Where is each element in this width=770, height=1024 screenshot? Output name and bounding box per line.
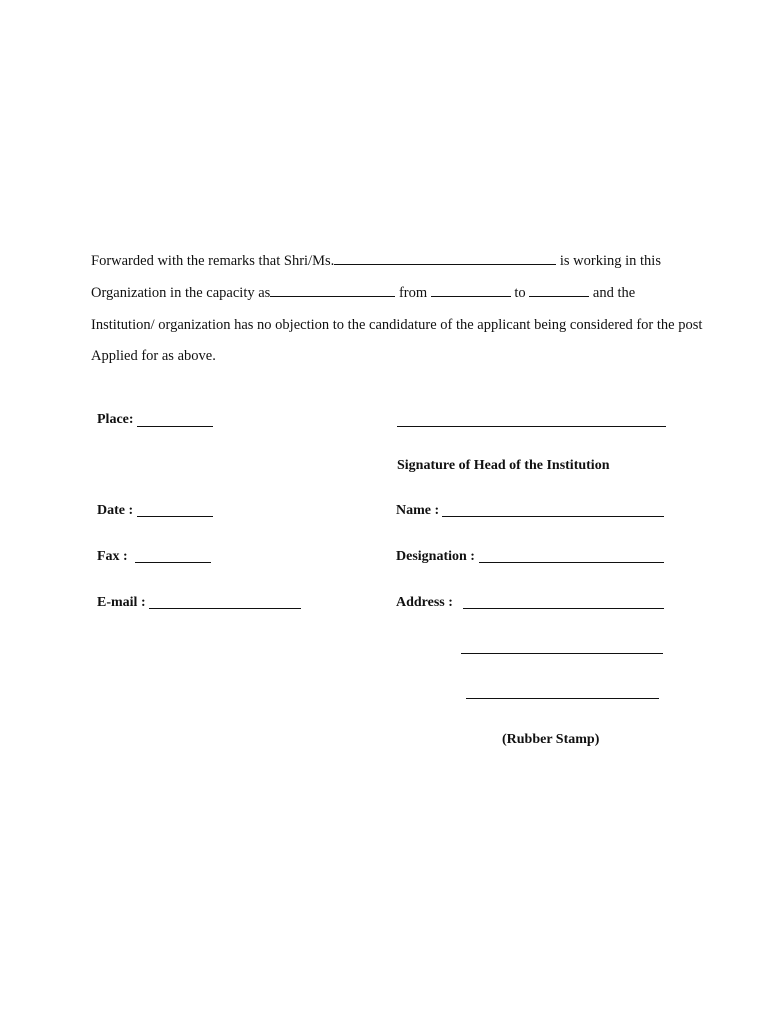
to-label: to [514,285,526,301]
name-label: Name : [396,503,440,518]
rubber-stamp-label: (Rubber Stamp) [502,732,600,747]
from-date-field[interactable] [431,284,511,297]
remarks-line-1 [91,252,661,270]
email-field[interactable] [149,608,301,609]
employee-name-field[interactable] [334,252,556,265]
remarks-line-4: Applied for as above. [91,348,216,364]
date-field[interactable] [137,516,213,517]
to-date-field[interactable] [529,284,589,297]
from-label: from [398,285,428,301]
remarks-line-2-suffix: and the [592,285,636,301]
capacity-field[interactable] [270,284,395,297]
place-field[interactable] [137,426,213,427]
email-label: E-mail : [97,595,146,610]
designation-label: Designation : [396,549,475,564]
remarks-line-1-suffix: is working in this [559,253,661,269]
signature-label: Signature of Head of the Institution [397,458,610,473]
fax-label: Fax : [97,549,128,564]
name-field[interactable] [442,516,664,517]
remarks-line-2-prefix: Organization in the capacity as [91,285,271,301]
signature-line[interactable] [397,426,666,427]
remarks-line-1-prefix: Forwarded with the remarks that Shri/Ms. [91,253,335,269]
place-label: Place: [97,412,134,427]
address-label: Address : [396,595,453,610]
designation-field[interactable] [479,562,664,563]
address-field-line-3[interactable] [466,698,659,699]
remarks-line-2 [91,284,635,302]
date-label: Date : [97,503,134,518]
remarks-line-3: Institution/ organization has no objection to the candidature of the applicant being considered for the post [91,317,703,333]
address-field-line-2[interactable] [461,653,663,654]
address-field-line-1[interactable] [463,608,664,609]
fax-field[interactable] [135,562,211,563]
